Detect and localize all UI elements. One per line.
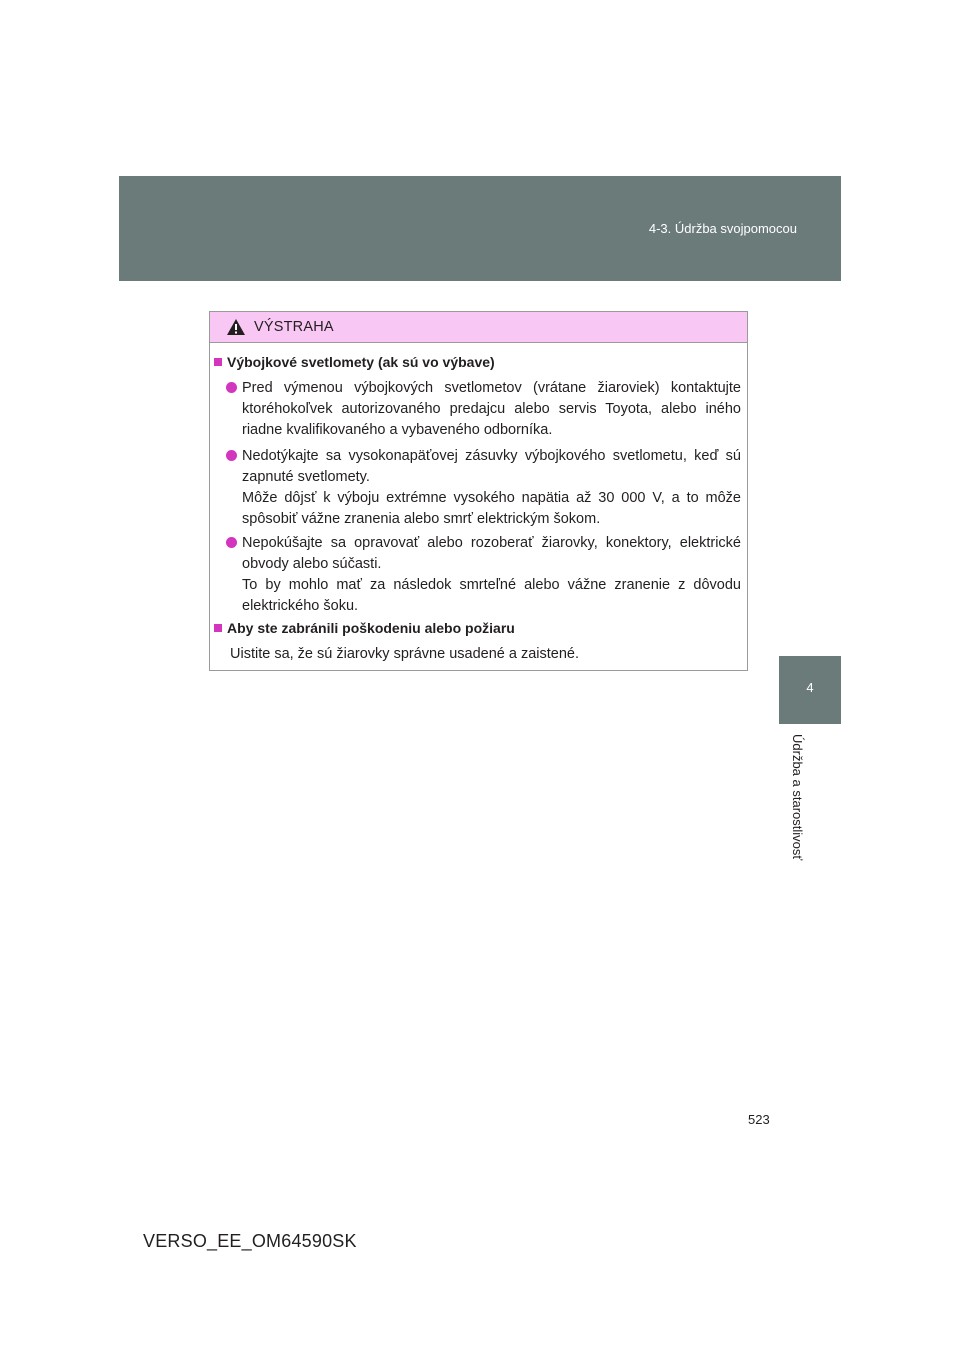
- warning-triangle-icon: [226, 318, 246, 341]
- round-bullet-icon: [226, 382, 237, 393]
- bullet-text: To by mohlo mať za následok smrteľné alebo vážne zranenie z dôvodu elektrického šoku.: [242, 577, 741, 614]
- square-bullet-icon: [214, 358, 222, 366]
- section-heading: Výbojkové svetlomety (ak sú vo výbave): [214, 352, 739, 373]
- chapter-tab: [779, 656, 841, 724]
- warning-title: VÝSTRAHA: [254, 319, 334, 335]
- bullet-text: Nepokúšajte sa opravovať alebo rozoberať žiarovky, konektory, elektrické obvody alebo súčasti.: [242, 535, 741, 572]
- section-heading: Aby ste zabránili poškodeniu alebo požiaru: [214, 618, 739, 639]
- header-band: [119, 176, 841, 281]
- section-title: 4-3. Údržba svojpomocou: [648, 221, 797, 236]
- chapter-number: 4: [806, 680, 814, 695]
- round-bullet-icon: [226, 537, 237, 548]
- section-text: Uistite sa, že sú žiarovky správne usadené a zaistené.: [230, 646, 579, 662]
- bullet-text: Môže dôjsť k výboju extrémne vysokého napätia až 30 000 V, a to môže spôsobiť vážne zranenia alebo smrť elektrickým šokom.: [242, 490, 741, 527]
- document-code: VERSO_EE_OM64590SK: [143, 1231, 357, 1251]
- warning-box: [209, 311, 748, 671]
- warning-header: [210, 312, 747, 343]
- list-item: [226, 533, 741, 617]
- square-bullet-icon: [214, 624, 222, 632]
- list-item: [226, 378, 741, 441]
- round-bullet-icon: [226, 450, 237, 461]
- list-item: [226, 446, 741, 530]
- page-number: 523: [748, 1112, 770, 1127]
- chapter-side-title: Údržba a starostlivosť: [790, 734, 805, 861]
- bullet-text: Pred výmenou výbojkových svetlometov (vrátane žiaroviek) kontaktujte ktoréhokoľvek autorizovaného predajcu alebo servis Toyota, alebo iného riadne kvalifikovaného a vybaveného odborníka.: [242, 380, 741, 438]
- bullet-text: Nedotýkajte sa vysokonapäťovej zásuvky výbojkového svetlometu, keď sú zapnuté svetlomety.: [242, 448, 741, 485]
